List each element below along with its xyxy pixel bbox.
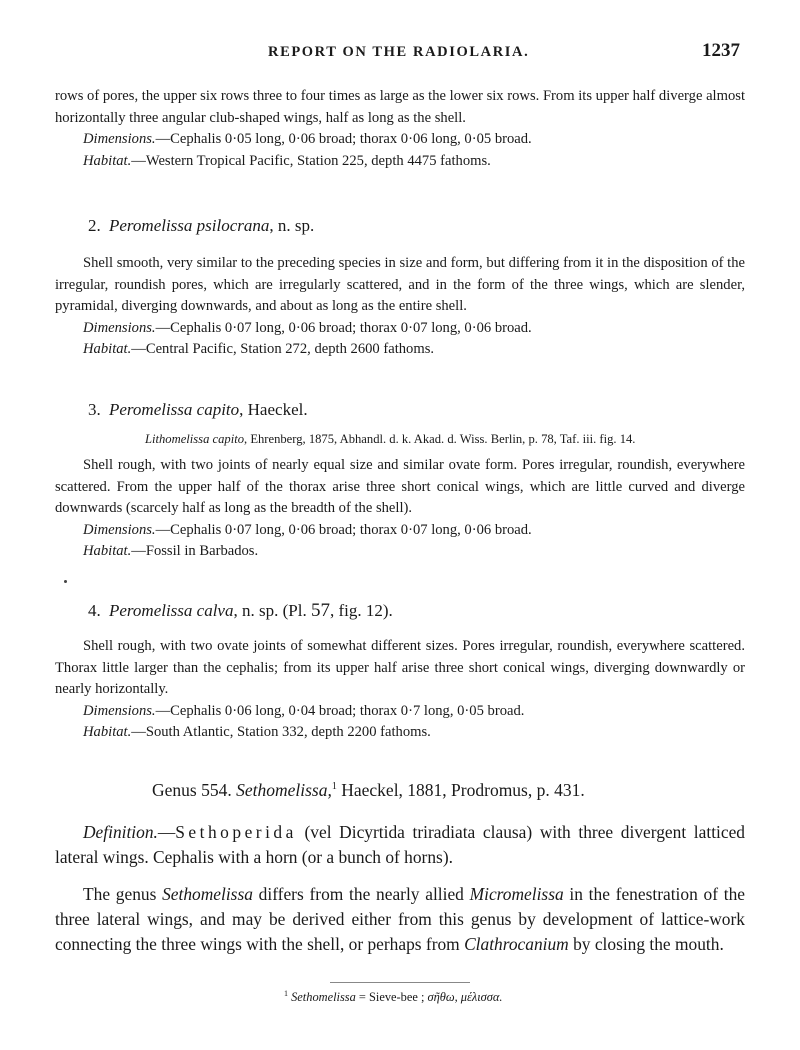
habitat-text: —Western Tropical Pacific, Station 225, depth 4475 fathoms. (131, 152, 491, 169)
species-name: Peromelissa capito (109, 400, 240, 419)
genus-paragraph (55, 882, 745, 957)
para-end: by closing the mouth. (568, 934, 724, 954)
definition-text: (vel Dicyrtida triradiata clausa) with three divergent latticed lateral wings. Cephalis with a horn (or a bunch of horns). (55, 822, 745, 867)
dimensions-label: Dimensions. (83, 319, 156, 336)
running-title: REPORT ON THE RADIOLARIA. (268, 44, 530, 60)
citation-name: Lithomelissa capito (145, 432, 245, 446)
species-description: Shell rough, with two ovate joints of somewhat different sizes. Pores irregular, roundish, everywhere scattered. Thorax little larger than the cephalis; from its upper half arise three short conical wings, diverging downwardly or nearly horizontally. (55, 638, 745, 697)
footnote-text: = Sieve-bee ; (355, 990, 428, 1005)
species-habitat (55, 722, 745, 744)
footnote-greek: σῆθω, μέλισσα. (427, 990, 503, 1005)
continued-section (55, 86, 745, 172)
continued-dimensions (55, 129, 745, 151)
para-start: The genus (83, 884, 163, 904)
genus-suffix: Haeckel, 1881, Prodromus, p. 431. (336, 780, 585, 800)
footnote-term: Sethomelissa (291, 990, 356, 1005)
species-dimensions (55, 701, 745, 723)
species-2-heading (88, 216, 314, 236)
species-description: Shell rough, with two joints of nearly equal size and similar ovate form. Pores irregular, roundish, everywhere scattered. From the upper half of the thorax arise three short conical wings, which are little curved and diverge downwards (scarcely half as long as the breadth of the shell). (55, 457, 745, 516)
species-number: 2. (88, 216, 101, 235)
species-2-body (55, 253, 745, 361)
footnote-mark: 1 (331, 781, 337, 793)
species-number: 4. (88, 601, 101, 620)
species-4-body (55, 636, 745, 744)
genus-prefix: Genus 554. (152, 780, 237, 800)
species-3-body (55, 455, 745, 563)
species-description: Shell smooth, very similar to the preceding species in size and form, but differing from it in the disposition of the irregular, roundish pores, which are irregularly scattered, and in the form of the three wings, which are slender, pyramidal, diverging downwards, and about as long as the entire shell. (55, 255, 745, 314)
continued-description: rows of pores, the upper six rows three to four times as large as the lower six rows. From its upper half diverge almost horizontally three angular club-shaped wings, half as long as the shell. (55, 88, 745, 126)
habitat-text: —South Atlantic, Station 332, depth 2200 fathoms. (131, 724, 431, 740)
dimensions-text: —Cephalis 0·07 long, 0·06 broad; thorax 0·07 long, 0·06 broad. (155, 521, 532, 538)
species-name: Peromelissa psilocrana (109, 216, 270, 235)
citation-text: , Ehrenberg, 1875, Abhandl. d. k. Akad. d. Wiss. Berlin, p. 78, Taf. iii. fig. 14. (244, 432, 636, 446)
species-dimensions (55, 520, 745, 542)
species-name: Peromelissa calva (109, 601, 234, 620)
species-habitat (55, 339, 745, 361)
para-mid1: differs from the nearly allied (252, 884, 470, 904)
para-genus: Sethomelissa (162, 884, 253, 904)
species-dimensions (55, 318, 745, 340)
habitat-label: Habitat. (83, 543, 132, 559)
para-allied: Micromelissa (469, 884, 564, 904)
para-mid2: in the fenestration of the three lateral wings, and may be derived either from this genus by development of lattice-work connecting the three wings with the shell, or perhaps from (55, 884, 745, 954)
habitat-label: Habitat. (83, 724, 132, 740)
definition-term: Sethoperida (175, 822, 297, 842)
continued-habitat (55, 151, 745, 173)
print-speck (64, 580, 67, 583)
definition-dash: — (157, 822, 176, 842)
species-authority: , n. sp. (269, 216, 315, 235)
species-3-heading (88, 400, 308, 420)
genus-heading (152, 780, 585, 801)
habitat-label: Habitat. (83, 152, 132, 169)
footnote-mark: 1 (284, 989, 288, 998)
species-number: 3. (88, 400, 101, 419)
dimensions-label: Dimensions. (83, 521, 156, 538)
habitat-label: Habitat. (83, 341, 132, 357)
footnote-rule (330, 982, 470, 983)
page-number: 1237 (702, 40, 740, 61)
footnote (284, 989, 503, 1005)
dimensions-label: Dimensions. (83, 702, 156, 719)
species-3-citation (145, 432, 635, 447)
species-authority: , n. sp. (Pl. (233, 601, 311, 620)
definition-label: Definition. (83, 822, 158, 842)
para-other: Clathrocanium (464, 934, 569, 954)
species-habitat (55, 541, 745, 563)
genus-definition (55, 820, 745, 870)
dimensions-text: —Cephalis 0·06 long, 0·04 broad; thorax 0·7 long, 0·05 broad. (155, 702, 525, 719)
figure-ref: , fig. 12). (329, 601, 393, 620)
habitat-text: —Central Pacific, Station 272, depth 2600 fathoms. (131, 341, 435, 357)
genus-name: Sethomelissa, (236, 780, 332, 800)
habitat-text: —Fossil in Barbados. (131, 543, 259, 559)
species-4-heading (88, 600, 393, 622)
dimensions-text: —Cephalis 0·05 long, 0·06 broad; thorax 0·06 long, 0·05 broad. (155, 131, 532, 147)
species-authority: , Haeckel. (239, 400, 308, 419)
plate-number: 57 (310, 600, 330, 621)
dimensions-text: —Cephalis 0·07 long, 0·06 broad; thorax 0·07 long, 0·06 broad. (155, 319, 532, 336)
dimensions-label: Dimensions. (83, 131, 156, 147)
